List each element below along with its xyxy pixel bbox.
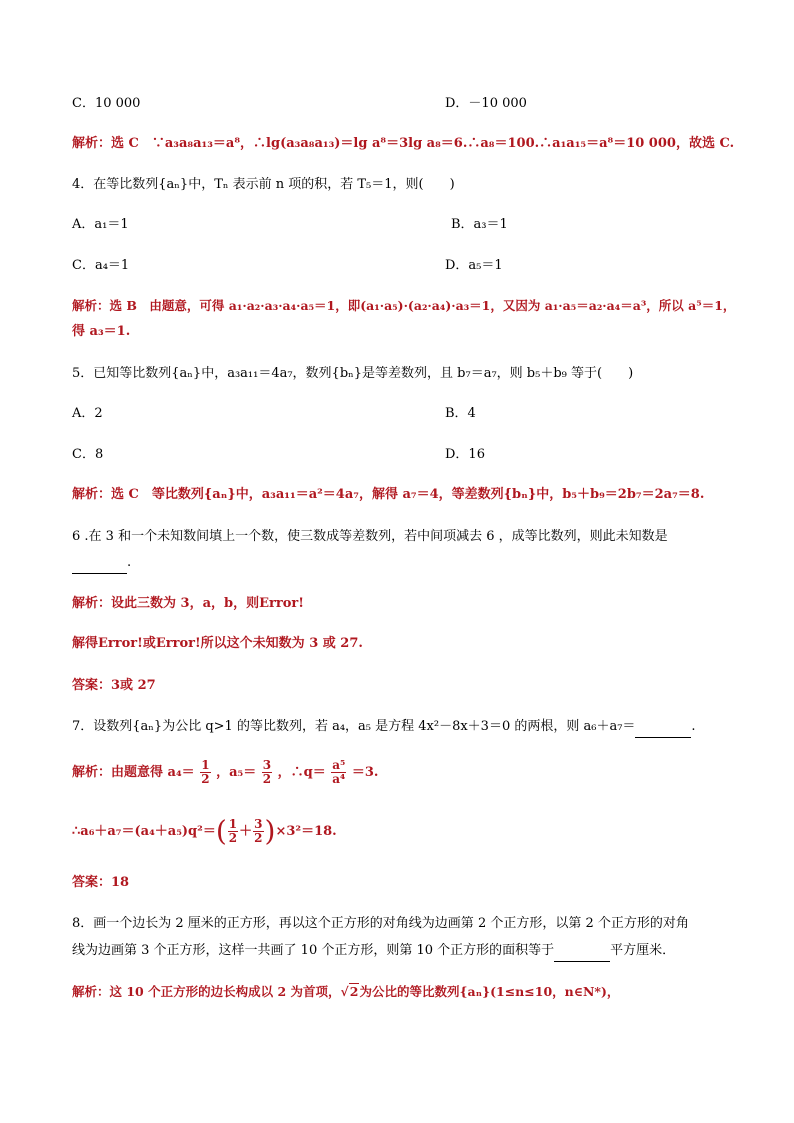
q8-stem-line-1: 8．画一个边长为 2 厘米的正方形，再以这个正方形的对角线为边画第 2 个正方形，以第 2 个正方形的对角 xyxy=(72,916,689,931)
q7-analysis-text-c: ，∴q＝ xyxy=(277,765,326,780)
q8-analysis xyxy=(72,982,734,1002)
q5-analysis: 解析：选 C 等比数列{aₙ}中，a₃a₁₁＝a²＝4a₇，解得 a₇＝4，等差数列{bₙ}中，b₅＋b₉＝2b₇＝2a₇＝8. xyxy=(72,487,705,502)
q7-calc-text-a: ∴a₆＋a₇＝(a₄＋a₅)q²＝ xyxy=(72,824,216,839)
q8-answer-blank xyxy=(554,941,610,962)
q7-fraction-2-num: 3 xyxy=(262,758,272,772)
q7-calc-text-b: ×3²＝18. xyxy=(275,824,337,839)
q7-analysis-text-a: 解析：由题意得 a₄＝ xyxy=(72,765,195,780)
q5-options-row-2 xyxy=(72,445,734,465)
q7-stem xyxy=(72,717,734,738)
q7-fraction-4-den: 2 xyxy=(228,831,238,845)
q5-option-a: A．2 xyxy=(72,406,103,421)
q7-fraction-1 xyxy=(200,759,210,786)
q4-analysis-line-1: 解析：选 B 由题意，可得 a₁·a₂·a₃·a₄·a₅＝1，即(a₁·a₅)·(a₂·a₄)·a₃＝1，又因为 a₁·a₅＝a₂·a₄＝a³，所以 a⁵＝1， xyxy=(72,298,736,313)
q8-sqrt: √2 xyxy=(340,984,359,999)
q5-stem: 5．已知等比数列{aₙ}中，a₃a₁₁＝4a₇，数列{bₙ}是等差数列，且 b₇＝a₇，则 b₅＋b₉ 等于( ) xyxy=(72,366,634,381)
q7-calculation xyxy=(72,814,734,848)
q7-analysis-text-b: ，a₅＝ xyxy=(216,765,257,780)
q7-answer: 答案：18 xyxy=(72,875,130,890)
q8-sqrt-value: 2 xyxy=(349,984,359,999)
q7-fraction-5-den: 2 xyxy=(254,831,263,845)
q7-fraction-2-den: 2 xyxy=(262,772,272,786)
q8-stem-text: 线为边画第 3 个正方形，这样一共画了 10 个正方形，则第 10 个正方形的面积等于 xyxy=(72,943,555,958)
q7-fraction-5-num: 3 xyxy=(254,817,263,831)
q6-stem: 6 .在 3 和一个未知数间填上一个数，使三数成等差数列，若中间项减去 6 ，成等比数列，则此未知数是 xyxy=(72,529,668,544)
q5-option-d: D．16 xyxy=(445,447,485,462)
q7-left-paren: ( xyxy=(215,814,227,848)
q7-stem-end: . xyxy=(691,719,696,734)
q7-right-paren: ) xyxy=(264,814,276,848)
q6-answer-blank xyxy=(72,553,127,574)
q7-stem-text: 7．设数列{aₙ}为公比 q>1 的等比数列，若 a₄，a₅ 是方程 4x²－8x＋3＝0 的两根，则 a₆＋a₇＝ xyxy=(72,719,636,734)
q8-analysis-text-b: 为公比的等比数列{aₙ}(1≤n≤10，n∈N*)， xyxy=(359,984,620,999)
q6-stem-end: . xyxy=(127,555,132,570)
q7-fraction-2 xyxy=(262,759,272,786)
q7-analysis-text-d: ＝3. xyxy=(351,765,379,780)
q4-options-row-1 xyxy=(72,215,734,235)
q6-answer: 答案：3或 27 xyxy=(72,678,156,693)
q8-stem-end: 平方厘米． xyxy=(610,943,676,958)
q7-answer-blank xyxy=(635,717,691,738)
q4-stem: 4．在等比数列{aₙ}中，Tₙ 表示前 n 项的积，若 T₅＝1，则( ) xyxy=(72,177,455,192)
q8-stem-line-2 xyxy=(72,941,734,962)
q7-analysis xyxy=(72,758,734,788)
q7-fraction-3-num: a⁵ xyxy=(332,758,346,772)
q3-option-d: D．－10 000 xyxy=(445,96,527,111)
q3-option-c: C．10 000 xyxy=(72,96,141,111)
q4-option-a: A．a₁＝1 xyxy=(72,217,129,232)
q3-options-row xyxy=(72,94,734,114)
q7-fraction-3-den: a⁴ xyxy=(332,772,346,786)
q7-fraction-4-num: 1 xyxy=(228,817,238,831)
q3-analysis: 解析：选 C ∵a₃a₈a₁₃＝a⁸，∴lg(a₃a₈a₁₃)＝lg a⁸＝3lg a₈＝6.∴a₈＝100.∴a₁a₁₅＝a⁸＝10 000，故选 C. xyxy=(72,136,735,151)
q4-option-c: C．a₄＝1 xyxy=(72,258,130,273)
q5-option-c: C．8 xyxy=(72,447,104,462)
q6-analysis-line-2: 解得Error!或Error!所以这个未知数为 3 或 27. xyxy=(72,636,363,651)
q8-analysis-text-a: 解析：这 10 个正方形的边长构成以 2 为首项， xyxy=(72,984,341,999)
q7-calc-plus: ＋ xyxy=(239,824,253,839)
q5-options-row-1 xyxy=(72,404,734,424)
q6-analysis-line-1: 解析：设此三数为 3，a，b，则Error! xyxy=(72,596,304,611)
q4-option-b: B．a₃＝1 xyxy=(451,217,508,232)
q7-fraction-5 xyxy=(253,818,263,845)
q7-fraction-1-num: 1 xyxy=(201,758,210,772)
q4-options-row-2 xyxy=(72,256,734,276)
q7-fraction-4 xyxy=(228,818,238,845)
q4-analysis-line-2: 得 a₃＝1. xyxy=(72,324,131,339)
q7-fraction-3 xyxy=(331,759,346,786)
q4-option-d: D．a₅＝1 xyxy=(445,258,503,273)
q5-option-b: B．4 xyxy=(445,406,476,421)
q7-fraction-1-den: 2 xyxy=(201,772,210,786)
q6-stem-blank-row xyxy=(72,553,734,574)
